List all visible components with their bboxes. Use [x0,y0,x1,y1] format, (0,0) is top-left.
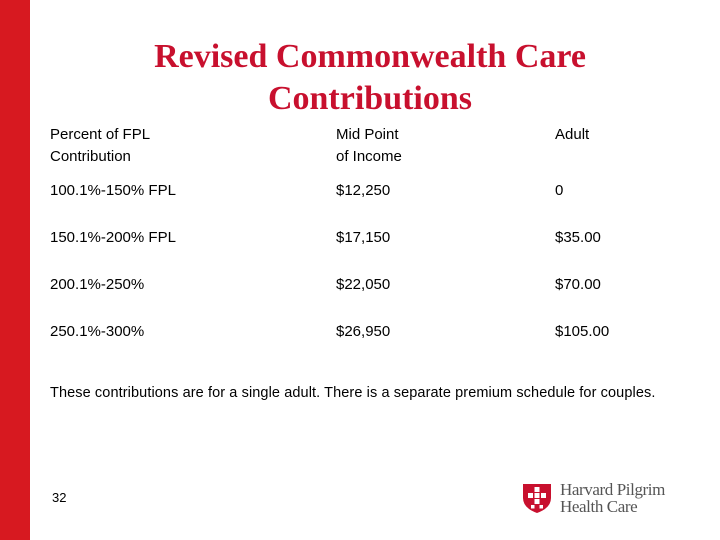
logo-wordmark [560,481,665,515]
cell-adult: 0 [555,182,564,199]
header-text: Percent of FPL [50,126,151,143]
table-row [50,321,690,368]
header-text: Mid Point [336,126,399,143]
cell-adult: $70.00 [555,276,601,293]
table-row [50,227,690,274]
cell-fpl-range: 250.1%-300% [50,323,145,340]
header-adult [555,124,690,180]
logo-line-1: Harvard Pilgrim [560,480,665,499]
title-line-2: Contributions [267,80,473,117]
cell-adult: $35.00 [555,229,601,246]
header-mid-point [336,124,555,180]
cell-mid-point: $22,050 [336,276,391,293]
accent-bar [0,0,30,540]
cell-fpl-range: 200.1%-250% [50,276,145,293]
table-row [50,274,690,321]
cell-mid-point: $26,950 [336,323,391,340]
cell-mid-point: $12,250 [336,182,391,199]
contribution-note: These contributions are for a single adult. There is a separate premium schedule for couples. [50,385,656,401]
cell-adult: $105.00 [555,323,610,340]
table-row [50,180,690,227]
contributions-table [50,124,690,368]
harvard-pilgrim-shield-icon [520,480,554,514]
cell-fpl-range: 150.1%-200% FPL [50,229,176,246]
table-header-row [50,124,690,180]
header-text: Adult [555,126,590,143]
header-percent-fpl [50,124,336,180]
header-text: of Income [336,148,402,165]
harvard-pilgrim-logo [520,478,700,522]
cell-fpl-range: 100.1%-150% FPL [50,182,176,199]
title-line-1: Revised Commonwealth Care [154,38,586,75]
header-text: Contribution [50,148,131,165]
logo-line-2: Health Care [560,497,638,516]
page-number: 32 [52,490,67,505]
cell-mid-point: $17,150 [336,229,391,246]
slide-title [60,36,680,120]
